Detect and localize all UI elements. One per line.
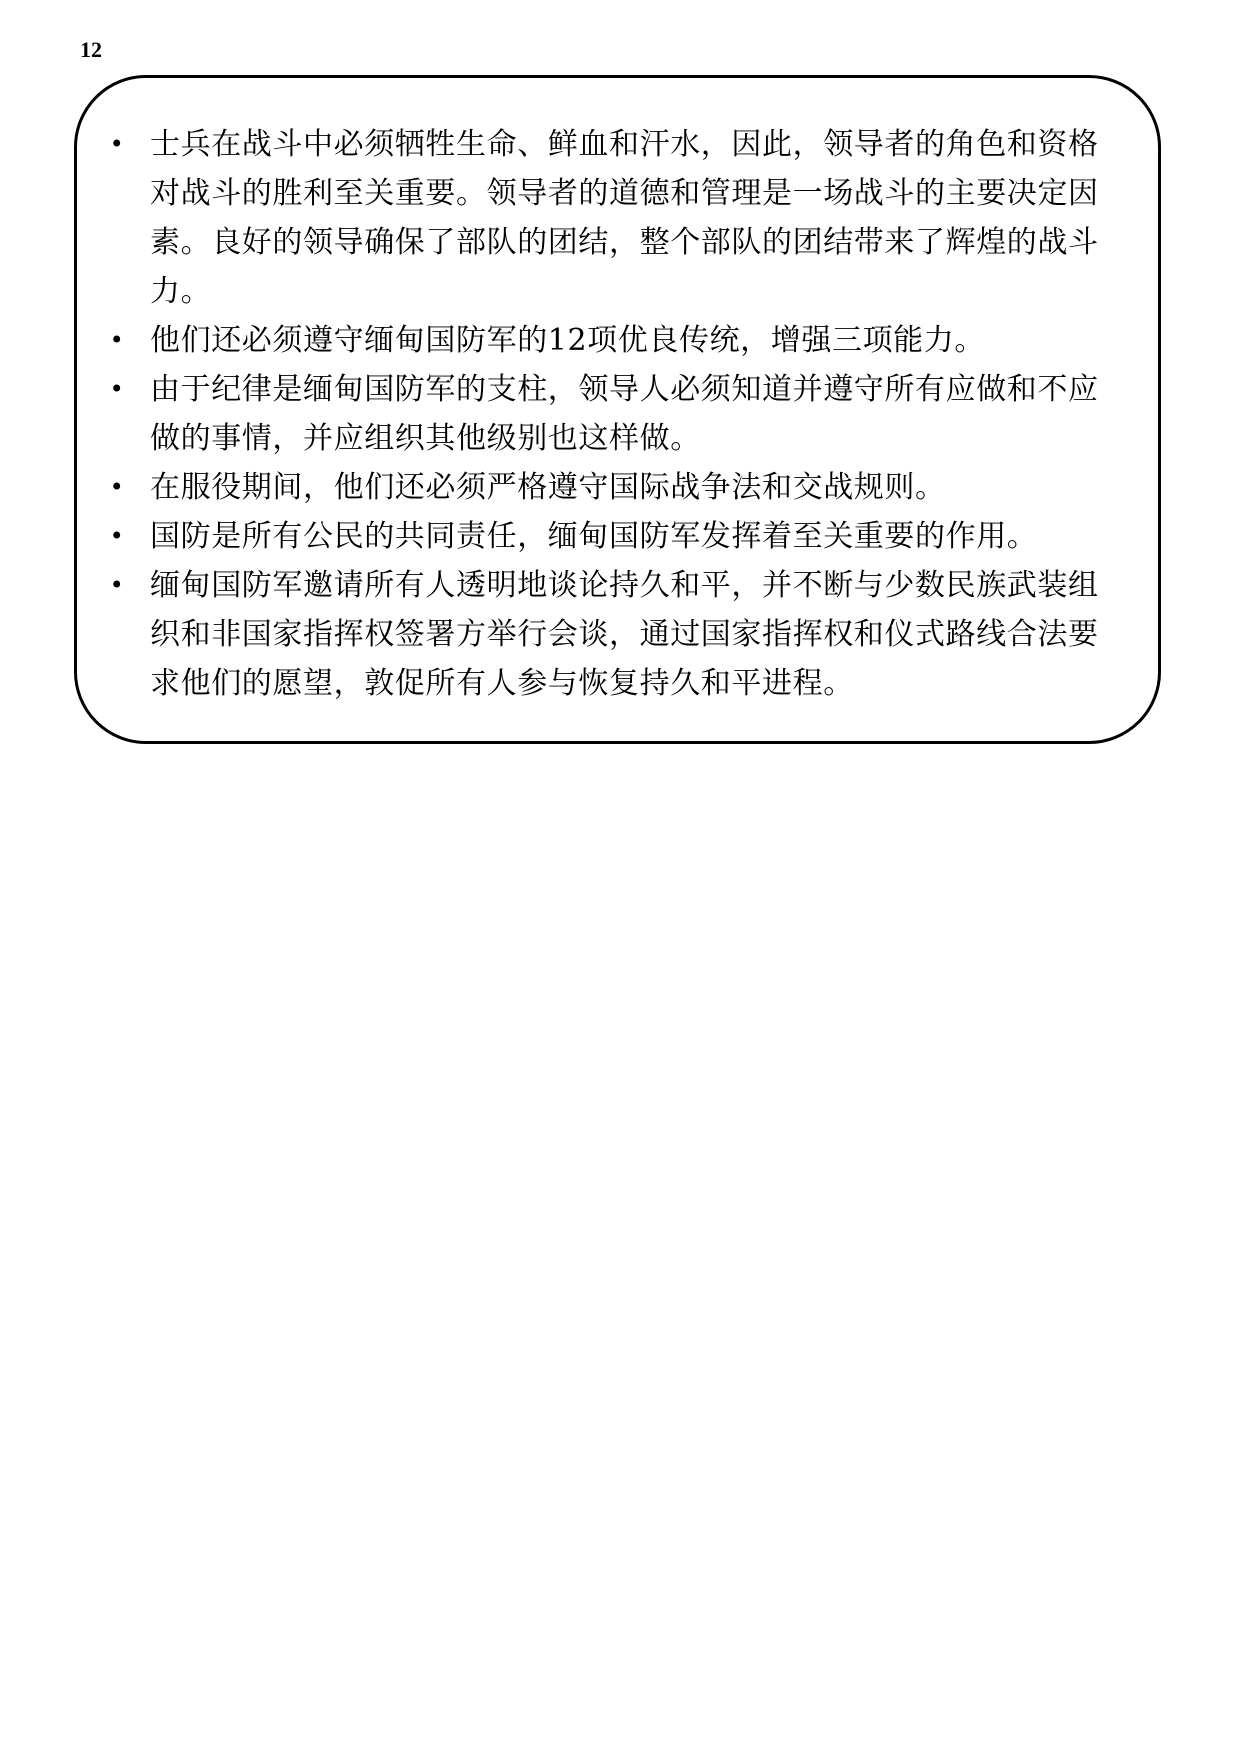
- list-item: [105, 561, 1118, 708]
- bullet-list: [105, 120, 1118, 708]
- list-item: [105, 512, 1118, 561]
- list-item: [105, 120, 1118, 316]
- bullet-dot-icon: •: [109, 571, 125, 599]
- bullet-dot-icon: •: [109, 130, 125, 158]
- bullet-dot-icon: •: [109, 473, 125, 501]
- bullet-dot-icon: •: [109, 326, 125, 354]
- page-number: 12: [80, 37, 102, 62]
- list-item-text: 由于纪律是缅甸国防军的支柱，领导人必须知道并遵守所有应做和不应做的事情，并应组织其他级别也这样做。: [150, 372, 1099, 456]
- list-item-text: 士兵在战斗中必须牺牲生命、鲜血和汗水，因此，领导者的角色和资格对战斗的胜利至关重要。领导者的道德和管理是一场战斗的主要决定因素。良好的领导确保了部队的团结，整个部队的团结带来了辉煌的战斗力。: [150, 127, 1099, 309]
- content-box: [74, 75, 1161, 744]
- list-item-text: 在服役期间，他们还必须严格遵守国际战争法和交战规则。: [150, 470, 946, 505]
- list-item-text: 国防是所有公民的共同责任，缅甸国防军发挥着至关重要的作用。: [150, 519, 1038, 554]
- list-item: [105, 316, 1118, 365]
- list-item-text: 缅甸国防军邀请所有人透明地谈论持久和平，并不断与少数民族武装组织和非国家指挥权签署方举行会谈，通过国家指挥权和仪式路线合法要求他们的愿望，敦促所有人参与恢复持久和平进程。: [150, 568, 1099, 701]
- list-item: [105, 365, 1118, 463]
- bullet-dot-icon: •: [109, 375, 125, 403]
- bullet-dot-icon: •: [109, 522, 125, 550]
- list-item-text: 他们还必须遵守缅甸国防军的12项优良传统，增强三项能力。: [150, 323, 985, 358]
- list-item: [105, 463, 1118, 512]
